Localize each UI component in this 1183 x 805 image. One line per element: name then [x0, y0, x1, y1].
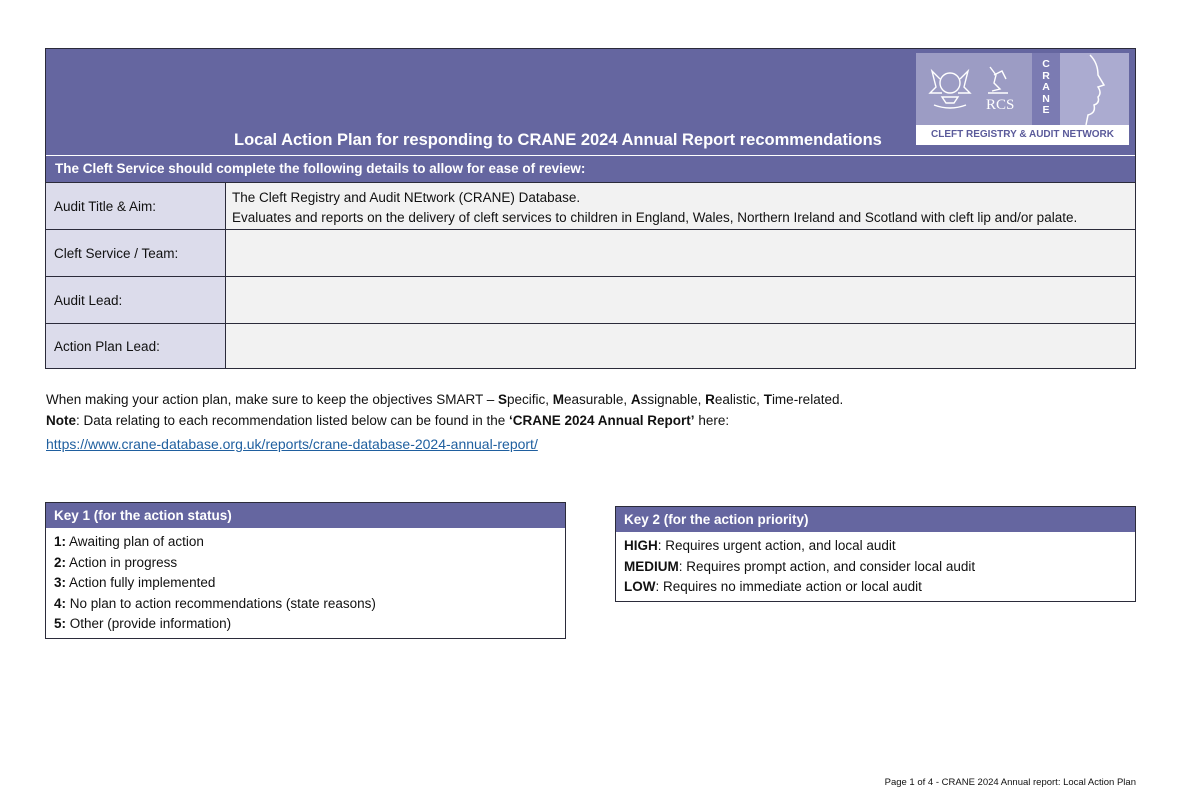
- key2-priority-box: [615, 506, 1136, 602]
- header-banner: [46, 49, 1135, 155]
- cleft-service-field[interactable]: [226, 230, 1135, 276]
- key1-item: 5: Other (provide information): [54, 616, 232, 631]
- crane-letter: R: [1042, 69, 1050, 82]
- key1-status-box: [45, 502, 566, 639]
- instruction-band: The Cleft Service should complete the following details to allow for ease of review:: [46, 155, 1135, 182]
- crane-letter: C: [1042, 58, 1050, 70]
- detail-row-audit-title: [46, 182, 1135, 229]
- page-footer: Page 1 of 4 - CRANE 2024 Annual report: Local Action Plan: [884, 777, 1136, 788]
- key2-item: LOW: Requires no immediate action or local audit: [624, 579, 922, 594]
- audit-title-line: The Cleft Registry and Audit NEtwork (CRANE) Database.: [232, 190, 581, 205]
- row-label: Audit Title & Aim:: [46, 183, 226, 229]
- crane-vertical-label: [1032, 53, 1060, 125]
- audit-title-value: [226, 183, 1135, 229]
- row-label: Cleft Service / Team:: [46, 230, 226, 276]
- smart-notes: [46, 389, 843, 455]
- row-label: Action Plan Lead:: [46, 324, 226, 368]
- detail-row-audit-lead: [46, 276, 1135, 323]
- audit-lead-field[interactable]: [226, 277, 1135, 323]
- key2-item: MEDIUM: Requires prompt action, and consider local audit: [624, 558, 976, 574]
- rcs-label: RCS: [986, 97, 1015, 113]
- crest-area: [916, 53, 1032, 125]
- crane-letter: A: [1042, 81, 1050, 93]
- key2-item: HIGH: Requires urgent action, and local audit: [624, 538, 896, 553]
- key1-item: 3: Action fully implemented: [54, 575, 216, 590]
- note-line: Note: Data relating to each recommendation listed below can be found in the ‘CRANE 2024 Annual Report’ here:: [46, 413, 730, 428]
- detail-row-action-plan-lead: [46, 323, 1135, 368]
- face-profile-icon: [1060, 53, 1129, 125]
- key1-item: 2: Action in progress: [54, 554, 178, 570]
- rcs-crest-icon: [916, 53, 1032, 125]
- key1-item: 4: No plan to action recommendations (state reasons): [54, 595, 376, 611]
- network-label: CLEFT REGISTRY & AUDIT NETWORK: [916, 125, 1129, 145]
- detail-row-cleft-service: [46, 229, 1135, 276]
- row-label: Audit Lead:: [46, 277, 226, 323]
- annual-report-link[interactable]: https://www.crane-database.org.uk/reports/crane-database-2024-annual-report/: [46, 436, 538, 452]
- audit-aim-line: Evaluates and reports on the delivery of cleft services to children in England, Wales, Northern Ireland and Scotland with cleft lip and/or palate.: [232, 210, 1078, 225]
- face-profile: [1060, 53, 1129, 125]
- page-title: Local Action Plan for responding to CRANE 2024 Annual Report recommendations: [234, 131, 882, 149]
- crane-letter: N: [1042, 92, 1050, 105]
- action-plan-lead-field[interactable]: [226, 324, 1135, 368]
- crane-logo: [916, 53, 1129, 145]
- smart-line: When making your action plan, make sure to keep the objectives SMART – Specific, Measurable, Assignable, Realistic, Time-related.: [46, 392, 844, 407]
- key1-title: Key 1 (for the action status): [46, 503, 565, 528]
- crane-letter: E: [1042, 104, 1050, 116]
- key1-item: 1: Awaiting plan of action: [54, 534, 204, 549]
- key2-title: Key 2 (for the action priority): [616, 507, 1135, 532]
- details-table: [45, 48, 1136, 369]
